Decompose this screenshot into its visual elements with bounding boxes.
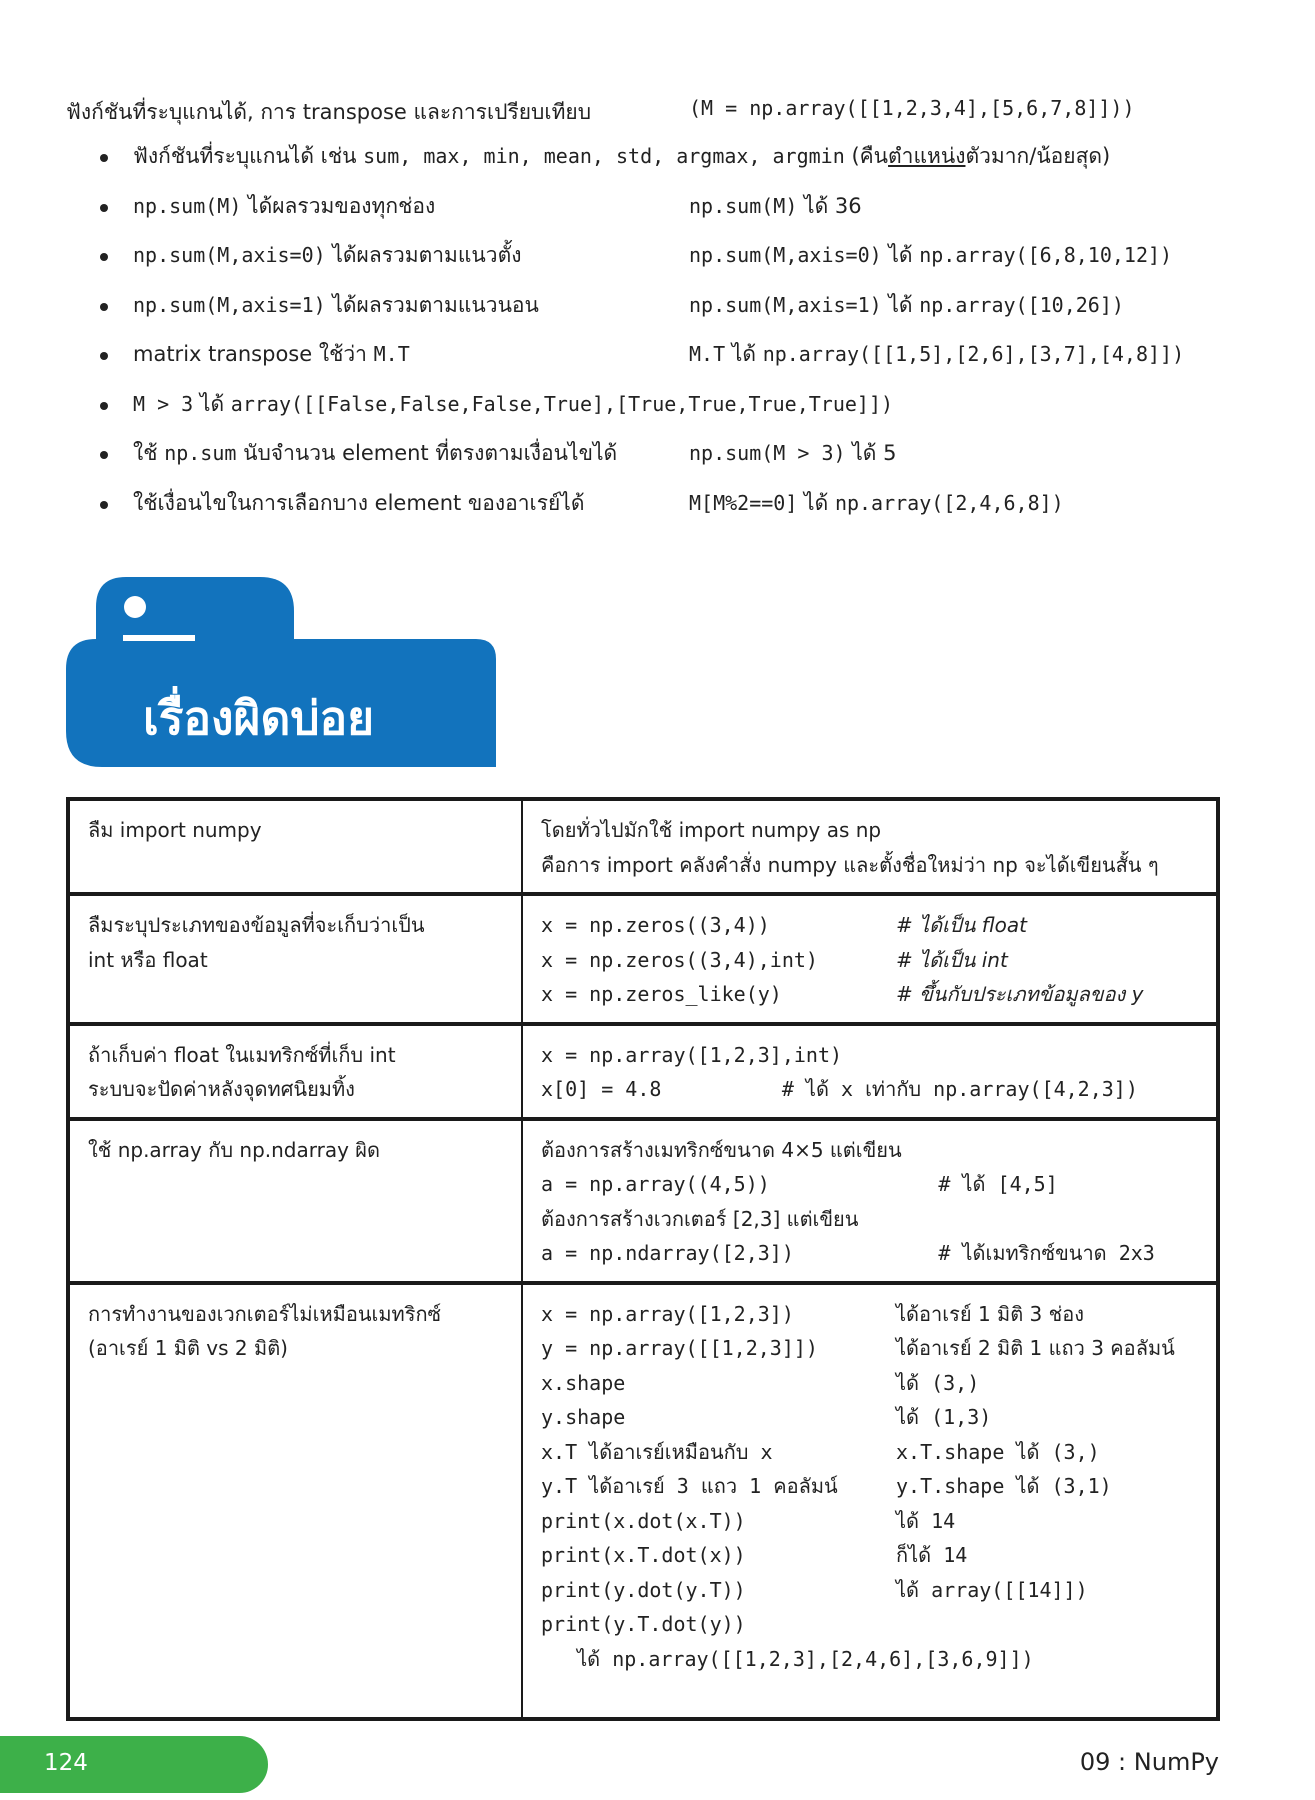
code-line: print(x.T.dot(x)) bbox=[541, 1543, 746, 1567]
code-result: ได้ (3,) bbox=[896, 1370, 980, 1395]
mistakes-table bbox=[66, 797, 1220, 1721]
code-line: y.T ได้อาเรย์ 3 แถว 1 คอลัมน์ bbox=[541, 1474, 838, 1498]
code-result: ได้ array([[14]]) bbox=[896, 1577, 1088, 1602]
bullet-list bbox=[96, 140, 1256, 536]
bullet-text: np.sum(M,axis=1) ได้ผลรวมตามแนวนอน bbox=[133, 292, 539, 317]
bullet-dot bbox=[100, 154, 108, 162]
code-line: x = np.zeros_like(y) bbox=[541, 982, 782, 1006]
chapter-label: 09 : NumPy bbox=[1079, 1748, 1219, 1776]
common-mistakes-banner bbox=[66, 577, 496, 767]
table-cell bbox=[70, 801, 522, 894]
cell-text: ใช้ np.array กับ np.ndarray ผิด bbox=[88, 1137, 380, 1162]
cell-text: ถ้าเก็บค่า float ในเมทริกซ์ที่เก็บ int bbox=[88, 1042, 396, 1067]
cell-text: ต้องการสร้างเวกเตอร์ [2,3] แต่เขียน bbox=[541, 1206, 859, 1231]
code-line: x = np.zeros((3,4),int) bbox=[541, 947, 818, 972]
bullet-text: np.sum(M,axis=0) ได้ผลรวมตามแนวตั้ง bbox=[133, 243, 522, 267]
cell-text: การทำงานของเวกเตอร์ไม่เหมือนเมทริกซ์ bbox=[88, 1301, 442, 1326]
list-item bbox=[96, 338, 1256, 388]
banner-title: เรื่องผิดบ่อย bbox=[143, 691, 375, 745]
code-line: y = np.array([[1,2,3]]) bbox=[541, 1336, 818, 1360]
table-cell bbox=[522, 894, 1216, 1024]
section-heading-code: (M = np.array([[1,2,3,4],[5,6,7,8]])) bbox=[689, 96, 1135, 120]
cell-text: คือการ import คลังคำสั่ง numpy และตั้งชื่อใหม่ว่า np จะได้เขียนสั้น ๆ bbox=[541, 852, 1159, 877]
cell-text: (อาเรย์ 1 มิติ vs 2 มิติ) bbox=[88, 1336, 288, 1360]
bullet-text: ใช้เงื่อนไขในการเลือกบาง element ของอาเรย์ได้ bbox=[133, 490, 585, 515]
code-line: print(x.dot(x.T)) bbox=[541, 1508, 746, 1533]
code-result: ได้ 14 bbox=[896, 1508, 956, 1533]
list-item bbox=[96, 487, 1256, 537]
table-row bbox=[70, 894, 1216, 1024]
code-line: x = np.zeros((3,4)) bbox=[541, 913, 770, 937]
bullet-dot bbox=[100, 451, 108, 459]
cell-text: ลืม import numpy bbox=[88, 818, 262, 842]
code-result: ได้อาเรย์ 1 มิติ 3 ช่อง bbox=[896, 1301, 1084, 1326]
code-result: ก็ได้ 14 bbox=[896, 1543, 968, 1567]
list-item bbox=[96, 289, 1256, 339]
bullet-result: np.sum(M) ได้ 36 bbox=[689, 193, 862, 218]
code-result: ได้อาเรย์ 2 มิติ 1 แถว 3 คอลัมน์ bbox=[896, 1336, 1175, 1360]
cell-text: โดยทั่วไปมักใช้ import numpy as np bbox=[541, 818, 882, 842]
code-line: ได้ np.array([[1,2,3],[2,4,6],[3,6,9]]) bbox=[541, 1646, 1034, 1671]
code-result: x.T.shape ได้ (3,) bbox=[896, 1439, 1100, 1464]
table-cell bbox=[70, 894, 522, 1024]
code-comment: # ได้เป็น int bbox=[896, 947, 1008, 972]
bullet-dot bbox=[100, 253, 108, 261]
table-cell bbox=[70, 1024, 522, 1119]
list-item bbox=[96, 190, 1256, 240]
bullet-dot bbox=[100, 303, 108, 311]
bullet-dot bbox=[100, 501, 108, 509]
code-line: a = np.ndarray([2,3]) # ได้เมทริกซ์ขนาด 2x3 bbox=[541, 1241, 1155, 1265]
bullet-result: np.sum(M,axis=0) ได้ np.array([6,8,10,12]) bbox=[689, 243, 1173, 267]
table-row bbox=[70, 801, 1216, 894]
table-cell bbox=[70, 1119, 522, 1283]
table-row bbox=[70, 1283, 1216, 1717]
bullet-text: M > 3 ได้ array([[False,False,False,True],[True,True,True,True]]) bbox=[133, 391, 894, 416]
code-comment: # ได้เป็น float bbox=[896, 913, 1027, 937]
list-item bbox=[96, 239, 1256, 289]
table-cell bbox=[522, 1283, 1216, 1717]
code-line: x.shape bbox=[541, 1370, 626, 1395]
cell-text: ต้องการสร้างเมทริกซ์ขนาด 4×5 แต่เขียน bbox=[541, 1137, 902, 1162]
list-item bbox=[96, 388, 1256, 438]
table-cell bbox=[522, 1119, 1216, 1283]
code-line: print(y.T.dot(y)) bbox=[541, 1612, 746, 1636]
page-number: 124 bbox=[44, 1750, 88, 1776]
page-number-tab bbox=[0, 1736, 268, 1793]
table-cell bbox=[522, 1024, 1216, 1119]
code-line: x[0] = 4.8 # ได้ x เท่ากับ np.array([4,2,3]) bbox=[541, 1077, 1138, 1101]
bullet-text: np.sum(M) ได้ผลรวมของทุกช่อง bbox=[133, 193, 436, 218]
bullet-result: M.T ได้ np.array([[1,5],[2,6],[3,7],[4,8]]) bbox=[689, 342, 1185, 366]
code-line: x = np.array([1,2,3]) bbox=[541, 1301, 794, 1326]
bullet-result: np.sum(M,axis=1) ได้ np.array([10,26]) bbox=[689, 292, 1124, 317]
list-item bbox=[96, 437, 1256, 487]
code-line: x = np.array([1,2,3],int) bbox=[541, 1042, 843, 1067]
bullet-dot bbox=[100, 352, 108, 360]
bullet-text: matrix transpose ใช้ว่า M.T bbox=[133, 342, 410, 366]
code-line: print(y.dot(y.T)) bbox=[541, 1577, 746, 1602]
bullet-result: M[M%2==0] ได้ np.array([2,4,6,8]) bbox=[689, 490, 1064, 515]
list-item bbox=[96, 140, 1256, 190]
bullet-text: ฟังก์ชันที่ระบุแกนได้ เช่น sum, max, min, mean, std, argmax, argmin (คืนตำแหน่งตัวมาก/น้อยสุด) bbox=[133, 144, 1111, 168]
bullet-result: np.sum(M > 3) ได้ 5 bbox=[689, 441, 897, 465]
table-cell bbox=[70, 1283, 522, 1717]
code-result: ได้ (1,3) bbox=[896, 1405, 992, 1429]
code-line: y.shape bbox=[541, 1405, 626, 1429]
section-heading-text: ฟังก์ชันที่ระบุแกนได้, การ transpose และการเปรียบเทียบ bbox=[66, 100, 592, 124]
table-row bbox=[70, 1024, 1216, 1119]
cell-text: ระบบจะปัดค่าหลังจุดทศนิยมทิ้ง bbox=[88, 1077, 355, 1101]
bullet-text: ใช้ np.sum นับจำนวน element ที่ตรงตามเงื่อนไขได้ bbox=[133, 441, 618, 465]
code-comment: # ขึ้นกับประเภทข้อมูลของ y bbox=[896, 982, 1144, 1006]
table-cell bbox=[522, 801, 1216, 894]
bullet-dot bbox=[100, 402, 108, 410]
section-heading bbox=[66, 96, 1135, 129]
code-line: a = np.array((4,5)) # ได้ [4,5] bbox=[541, 1172, 1058, 1196]
bullet-dot bbox=[100, 204, 108, 212]
code-result: y.T.shape ได้ (3,1) bbox=[896, 1474, 1112, 1498]
cell-text: int หรือ float bbox=[88, 947, 208, 972]
cell-text: ลืมระบุประเภทของข้อมูลที่จะเก็บว่าเป็น bbox=[88, 913, 425, 937]
code-line: x.T ได้อาเรย์เหมือนกับ x bbox=[541, 1439, 773, 1464]
table-row bbox=[70, 1119, 1216, 1283]
